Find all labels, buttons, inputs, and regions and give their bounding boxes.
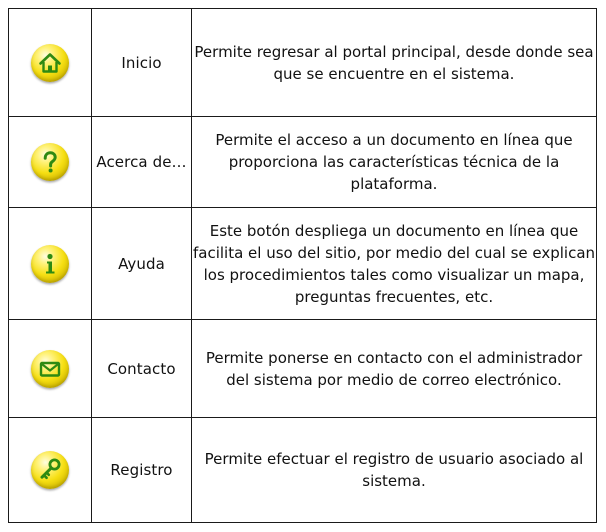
table-row-contacto	[9, 320, 597, 418]
table-row-acerca-de	[9, 117, 597, 208]
description-line: Permite efectuar el registro de usuario asociado al	[204, 450, 584, 468]
table-row-registro	[9, 418, 597, 523]
description-line: del sistema por medio de correo electrónico.	[226, 370, 562, 389]
description-line: sistema.	[362, 472, 426, 490]
description-line: que se encuentre en el sistema.	[273, 64, 515, 83]
button-description	[192, 117, 597, 208]
table-row-ayuda	[9, 208, 597, 320]
description-line: proporciona las características técnica de la	[228, 153, 560, 171]
button-description	[192, 320, 597, 418]
button-description	[192, 208, 597, 320]
buttons-legend-table	[8, 8, 597, 523]
description-line: los procedimientos tales como visualizar un mapa,	[203, 265, 585, 284]
icon-cell	[9, 208, 92, 320]
description-line: Este botón despliega un documento en línea que	[209, 221, 579, 240]
button-description	[192, 418, 597, 523]
info-icon[interactable]	[31, 245, 69, 283]
icon-cell	[9, 117, 92, 208]
question-icon[interactable]	[31, 143, 69, 181]
description-line: Permite ponerse en contacto con el administrador	[205, 348, 583, 367]
description-line: facilita el uso del sitio, por medio del cual se explican	[192, 243, 596, 262]
button-name: Ayuda	[92, 208, 192, 320]
icon-cell	[9, 418, 92, 523]
envelope-icon[interactable]	[31, 350, 69, 388]
icon-cell	[9, 9, 92, 117]
description-line: Permite el acceso a un documento en línea que	[215, 131, 573, 149]
button-name: Contacto	[92, 320, 192, 418]
button-description	[192, 9, 597, 117]
description-line: Permite regresar al portal principal, desde donde sea	[194, 42, 594, 61]
table-row-inicio	[9, 9, 597, 117]
description-line: plataforma.	[350, 175, 438, 193]
button-name: Acerca de…	[92, 117, 192, 208]
key-icon[interactable]	[31, 451, 69, 489]
description-line: preguntas frecuentes, etc.	[294, 287, 494, 306]
icon-cell	[9, 320, 92, 418]
button-name: Registro	[92, 418, 192, 523]
button-name: Inicio	[92, 9, 192, 117]
home-icon[interactable]	[31, 44, 69, 82]
